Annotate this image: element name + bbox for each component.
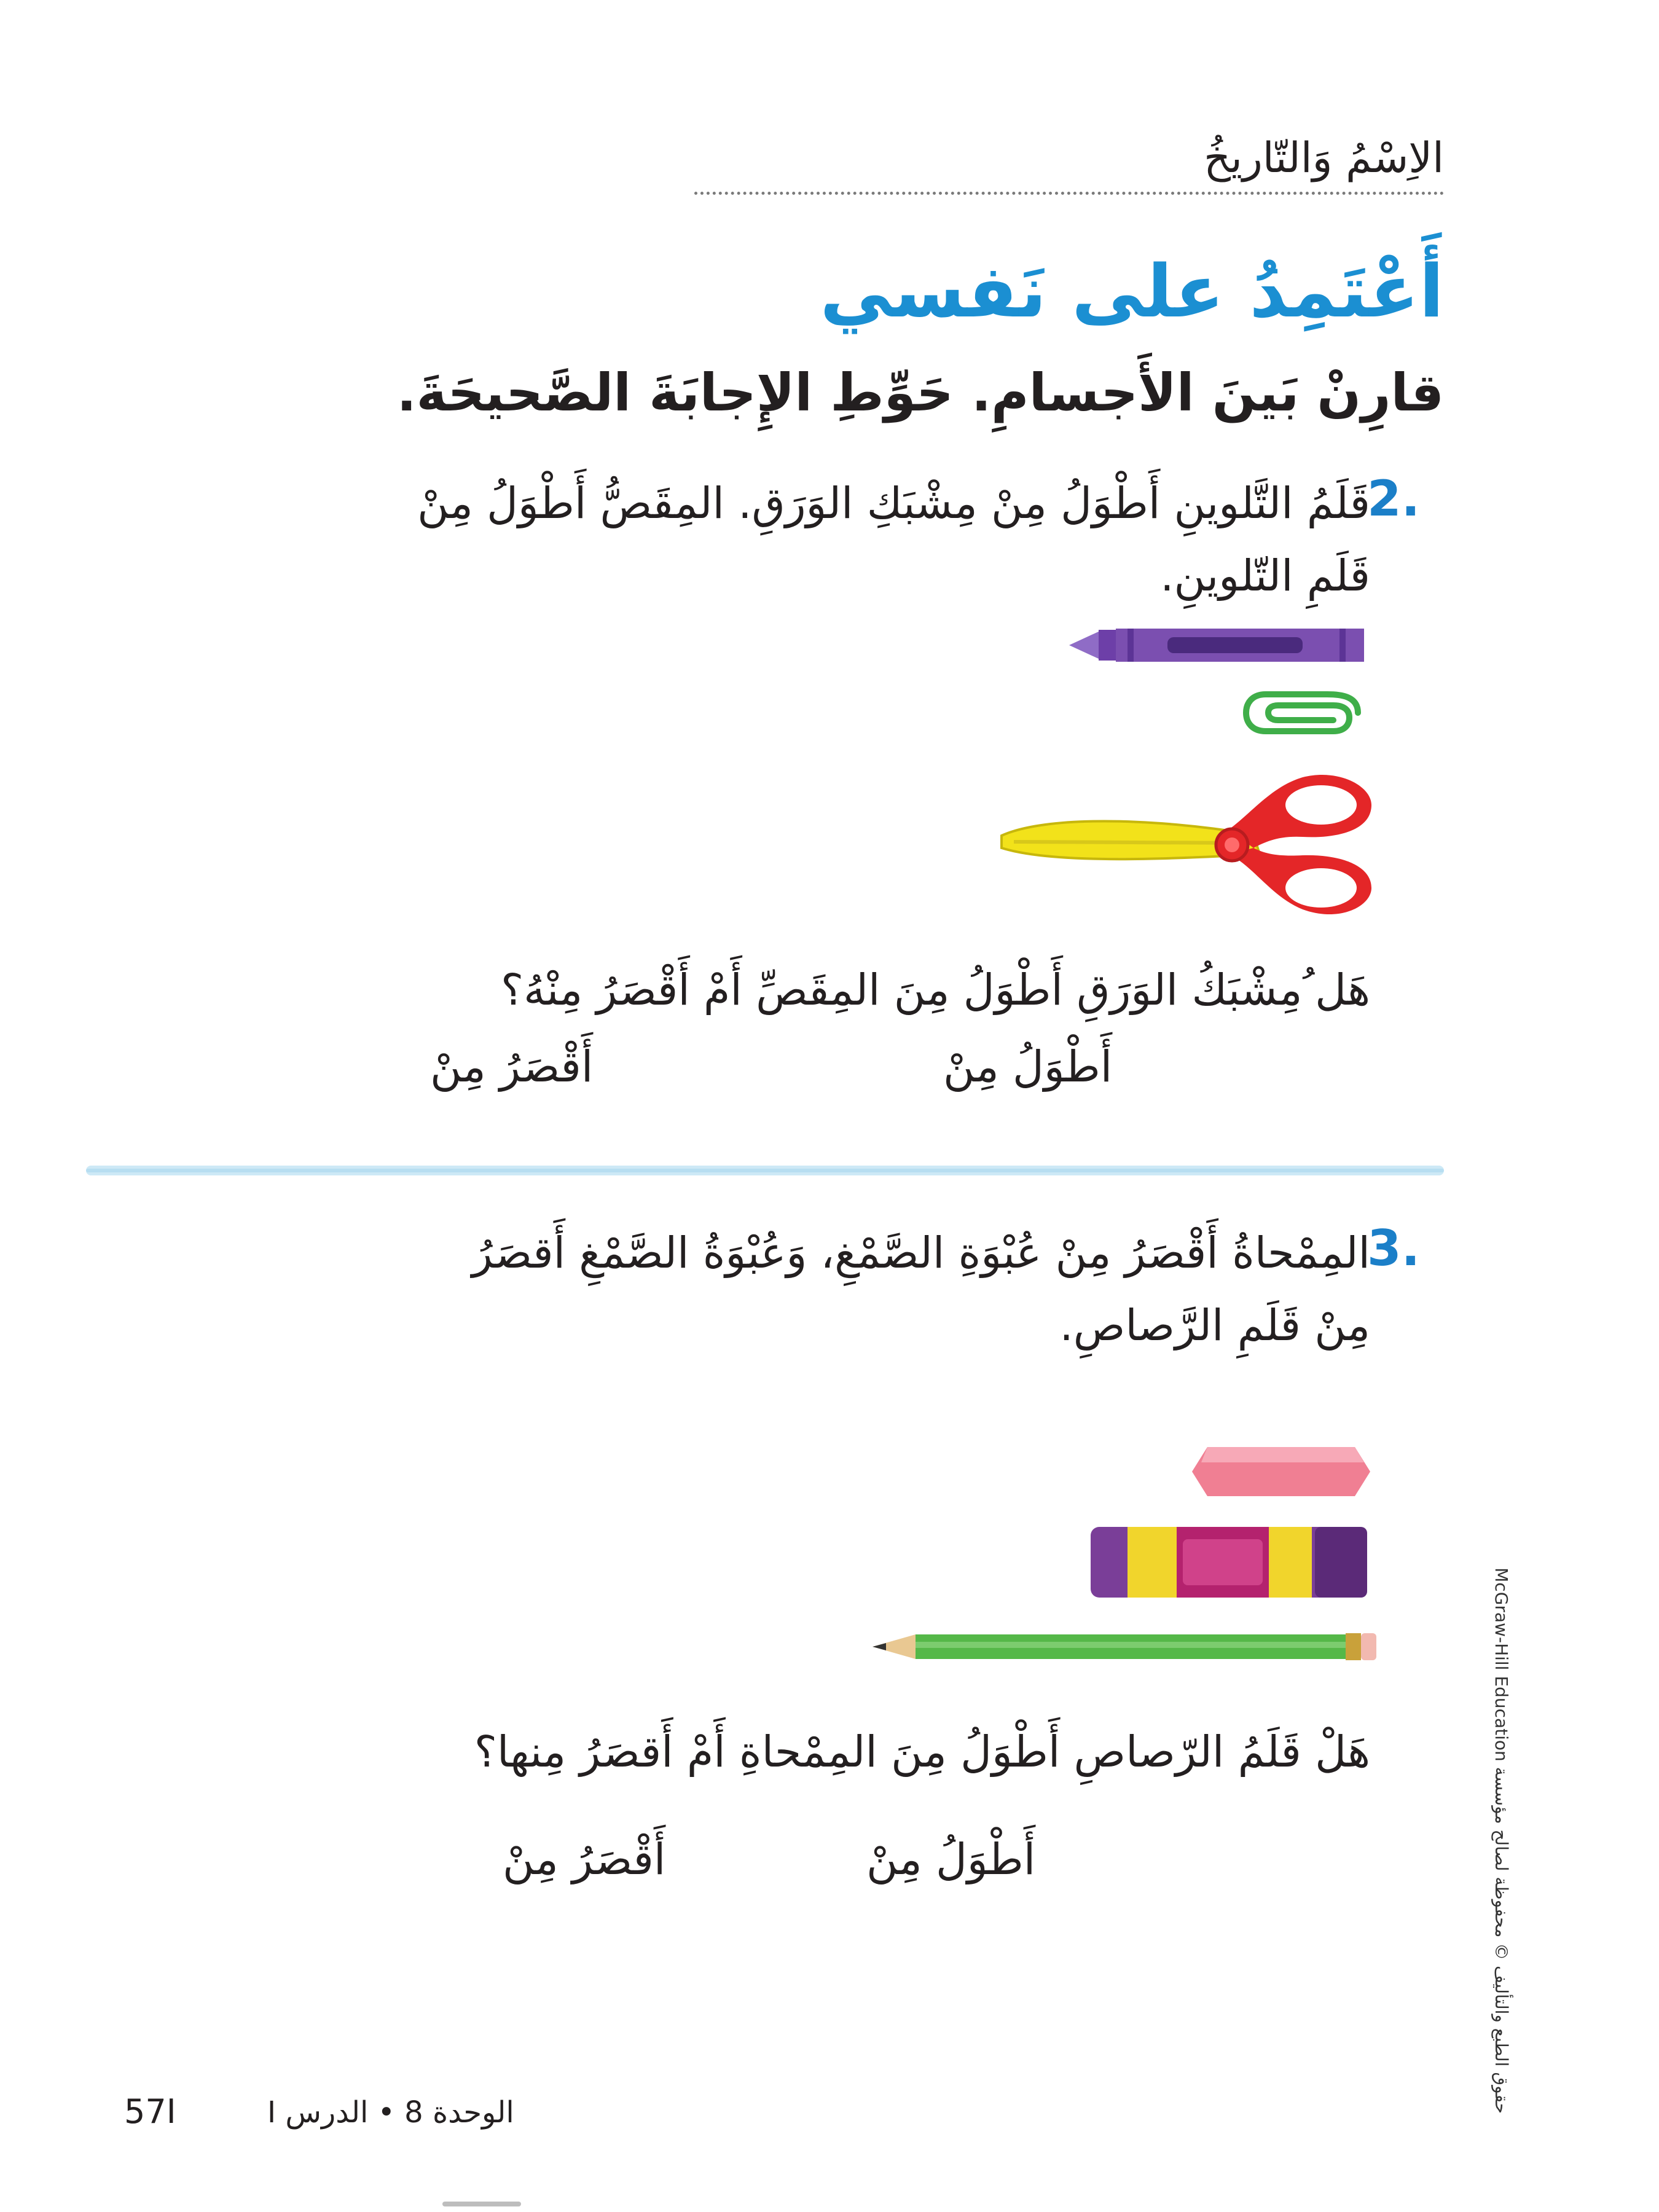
crayon-image: [1069, 624, 1364, 667]
glue-stick-image: [1091, 1521, 1367, 1604]
question-2-choice-longer[interactable]: أَطْوَلُ مِنْ: [943, 1041, 1113, 1092]
unit-lesson-label: الوحدة 8 • الدرس I: [267, 2095, 514, 2130]
page-title: أَعْتَمِدُ على نَفسي: [820, 249, 1444, 334]
question-3-choice-shorter[interactable]: أَقْصَرُ مِنْ: [503, 1834, 666, 1885]
scissors-image: [995, 762, 1376, 928]
question-3-prompt: هَلْ قَلَمُ الرّصاصِ أَطْوَلُ مِنَ المِمْحاةِ أَمْ أَقصَرُ مِنها؟: [474, 1727, 1370, 1777]
question-2-prompt: هَل ُمِشْبَكُ الوَرَقِ أَطْوَلُ مِنَ المِقَصِّ أَمْ أَقْصَرُ مِنْهُ؟: [500, 965, 1370, 1015]
question-3-number: 3.: [1367, 1220, 1421, 1277]
question-2-text: قَلَمُ التَّلوينِ أَطْوَلُ مِنْ مِشْبَكِ الوَرَقِ. المِقَصُّ أَطْوَلُ مِنْ قَلَمِ التّلوينِ.: [417, 478, 1370, 601]
question-3-choice-longer[interactable]: أَطْوَلُ مِنْ: [866, 1834, 1036, 1885]
paperclip-image: [1241, 688, 1370, 737]
name-date-line[interactable]: [694, 192, 1444, 195]
instruction: قارِنْ بَينَ الأَجسامِ. حَوِّطِ الإِجابَةَ الصَّحيحَةَ.: [396, 363, 1444, 423]
page-number: 57I: [124, 2092, 176, 2131]
copyright-notice: حقوق الطبع والتأليف © محفوظة لصالح مؤسسة McGraw-Hill Education: [1491, 1567, 1512, 2114]
question-3-text: المِمْحاةُ أَقْصَرُ مِنْ عُبْوَةِ الصَّمْغِ، وَعُبْوَةُ الصَّمْغِ أَقصَرُ مِنْ قَلَمِ الرَّصاصِ.: [471, 1228, 1370, 1351]
section-divider: [86, 1163, 1444, 1178]
name-date-label: الاِسْمُ وَالتّاريخُ: [1204, 134, 1444, 182]
eraser-image: [1189, 1441, 1373, 1502]
home-indicator[interactable]: [442, 2202, 521, 2206]
pencil-image: [873, 1628, 1376, 1665]
question-2-choice-shorter[interactable]: أَقْصَرُ مِنْ: [430, 1041, 594, 1092]
question-2-number: 2.: [1367, 470, 1421, 527]
